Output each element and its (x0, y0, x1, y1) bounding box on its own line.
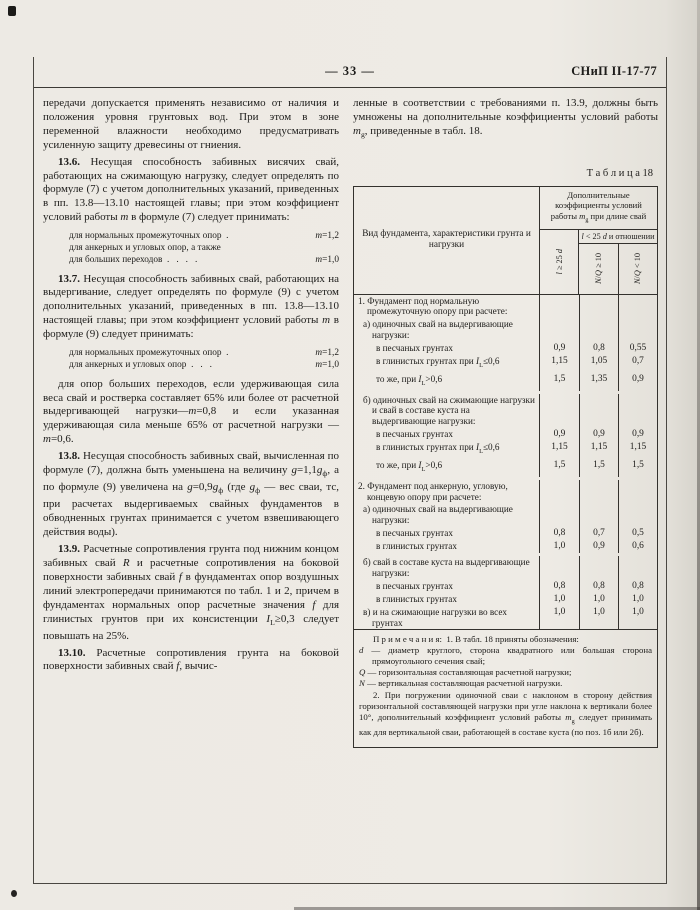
cell-value: 0,8 (579, 342, 618, 355)
row-label: в песчаных грунтах (354, 342, 540, 355)
table-notes (354, 629, 657, 747)
cell-value: 0,9 (553, 343, 566, 354)
m-list-row (69, 360, 339, 372)
page-number: — 33 — (325, 64, 375, 78)
rotated-label-nq-2: N/Q < 10 (633, 253, 643, 285)
row-label: а) одиночных свай на выдергивающие нагрузки: (354, 503, 540, 527)
row-label: в песчаных грунтах (354, 428, 540, 441)
m-list-item-value (335, 243, 339, 255)
para-13-7: 13.7. Несущая способность забивных свай, работающих на выдергивание, следует определять по формуле (9) с учетом дополнительных указаний, приведенных в пп. 13.8—13.10 настоящей главы; при этом коэффициент условий работы m в формуле (9) следует принимать: (43, 272, 339, 341)
cell-value (579, 480, 618, 504)
scan-speck-top-left (8, 6, 16, 16)
page-header (34, 57, 666, 88)
cell-value (579, 556, 618, 580)
table-row (354, 394, 657, 429)
rotated-label-l-ge-25d: l ≥ 25 d (554, 248, 564, 275)
row-label: в глинистых грунтах (354, 593, 540, 606)
cell-value: 1,0 (553, 541, 566, 552)
cell-value: 1,5 (579, 459, 618, 477)
cell-value (540, 480, 579, 504)
cell-value: 0,7 (618, 355, 657, 373)
m-list-item-value: m=1,2 (315, 348, 339, 359)
col-header-foundation-type: Вид фундамента, характеристики грунта и нагрузки (354, 187, 540, 294)
row-label: то же, при $I_L>0,6$ (354, 373, 540, 391)
cell-value: 0,7 (579, 527, 618, 540)
table-note: 2. При погружении одиночной сваи с наклоном в сторону действия горизонтальной составляющей нагрузки при угле наклона к вертикали более 10°, дополнительный коэффициент условий работы $m_g$ следует принимать как для вертикальной сваи, работающей в составе куста (по поз. 1б или 2б). (359, 690, 652, 738)
table-row (354, 441, 657, 459)
cell-value (618, 394, 657, 429)
cell-value: 1,15 (579, 441, 618, 459)
m-list-row (69, 348, 339, 360)
cell-value (540, 503, 579, 527)
row-label: а) одиночных свай на выдергивающие нагрузки: (354, 318, 540, 342)
para-13-10: 13.10. Расчетные сопротивления грунта на боковой поверхности забивных свай f, вычис- (43, 646, 339, 673)
cell-value (618, 480, 657, 504)
cell-value: 1,5 (553, 373, 566, 384)
table-header (354, 187, 657, 295)
col-header-coefficients-title: Дополнительные коэффициенты условий работы $m_g$ при длине свай (540, 187, 657, 230)
para-13-9: 13.9. Расчетные сопротивления грунта под нижним концом забивных свай R и расчетные сопротивления на боковой поверхности забивных свай f в фундаментах опор воздушных линий электропередачи принимаются по табл. 1 и 2, причем в фундаментах нормальных опор расчетные значения f для глинистых грунтов при их консистенции $I_L\ge 0,3$ следует повышать на 25%. (43, 543, 339, 642)
cell-value: 1,15 (618, 441, 657, 459)
table-row (354, 540, 657, 553)
cell-value (579, 503, 618, 527)
cell-value: 1,0 (579, 593, 618, 606)
row-label: 2. Фундамент под анкерную, угловую, концевую опору при расчете: (354, 480, 540, 504)
col-headers-nq (579, 244, 657, 293)
m-list-item-label: для анкерных и угловых опор . . . (69, 359, 212, 370)
table-row (354, 606, 657, 630)
para-13-6: 13.6. Несущая способность забивных висячих свай, работающих на сжимающую нагрузку, следует определять по формуле (7) с учетом дополнительных указаний, приведенных в пп. 13.8—13.10 настоящей главы; при этом коэффициент условий работы m в формуле (7) следует принимать: (43, 155, 339, 224)
table-row (354, 556, 657, 580)
cell-value: 0,8 (618, 580, 657, 593)
table-row (354, 318, 657, 342)
m-list-item-value: m=1,0 (315, 254, 339, 265)
cell-value: 0,9 (618, 428, 657, 441)
cell-value: 0,6 (618, 540, 657, 553)
cell-value (618, 295, 657, 319)
col-header-subgroup (540, 230, 657, 294)
cell-value: 1,0 (618, 593, 657, 606)
para-continuation: передачи допускается применять независимо от наличия и положения уровня грунтовых вод. При этом в зоне переменной влажности необходимо предусматривать усиленную защиту древесины от гниения. (43, 97, 339, 151)
table-row (354, 503, 657, 527)
cell-value (579, 295, 618, 319)
row-label: в песчаных грунтах (354, 527, 540, 540)
m-list-item-value: m=1,2 (315, 231, 339, 242)
m-list-row (69, 243, 339, 255)
table-row (354, 295, 657, 319)
m-list-item-label: для анкерных и угловых опор, а также (69, 242, 221, 253)
cell-value (540, 394, 579, 429)
row-label: в глинистых грунтах при $I_L\le 0,6$ (354, 355, 540, 373)
cell-value: 1,0 (618, 606, 657, 630)
cell-value: 1,5 (618, 459, 657, 477)
cell-value (579, 394, 618, 429)
col-header-nq-2 (618, 244, 658, 293)
table-row (354, 593, 657, 606)
cell-value (618, 318, 657, 342)
table-note: Q — горизонтальная составляющая расчетной нагрузки; (359, 667, 572, 678)
cell-value: 0,8 (579, 580, 618, 593)
m-list-item-label: для больших переходов . . . . (69, 254, 198, 265)
cell-value: 1,05 (579, 355, 618, 373)
cell-value: 0,9 (618, 373, 657, 391)
m-list-item-label: для нормальных промежуточных опор . (69, 231, 229, 242)
m-list-item-value: m=1,0 (315, 359, 339, 370)
cell-value: 0,55 (618, 342, 657, 355)
table-row (354, 373, 657, 391)
cell-value (540, 318, 579, 342)
m-list-item-label: для нормальных промежуточных опор . (69, 348, 229, 359)
table-body (354, 295, 657, 630)
two-column-layout (34, 88, 666, 748)
cell-value: 0,8 (553, 528, 566, 539)
row-label: б) свай в составе куста на выдергивающие нагрузки: (354, 556, 540, 580)
cell-value: 1,15 (551, 356, 568, 367)
row-label: в песчаных грунтах (354, 580, 540, 593)
col-group-l-lt-25d-title: l < 25 d и отношении (579, 230, 657, 245)
para-right-continuation: ленные в соответствии с требованиями п. 13.9, должны быть умножены на дополнительные коэффициенты условий работы $m_g$, приведенные в табл. 18. (353, 97, 658, 139)
col-header-nq-1 (579, 244, 618, 293)
para-13-8: 13.8. Несущая способность забивных свай, вычисленная по формуле (7), должна быть уменьшена на величину $g=1,1g_ф$, а по формуле (9) увеличена на $g=0,9g_ф$ (где $g_ф$ — вес сваи, тс, при расчетах выдергиваемых свайных фундаментов в обводненных грунтах принимается с учетом взвешивающего действия воды). (43, 450, 339, 539)
cell-value: 0,9 (579, 540, 618, 553)
cell-value: 0,9 (579, 428, 618, 441)
table-row (354, 459, 657, 477)
cell-value (618, 556, 657, 580)
m-coefficients-list-13-7 (69, 348, 339, 372)
rotated-label-nq-1: N/Q ≥ 10 (593, 253, 603, 285)
table-row (354, 355, 657, 373)
m-list-row (69, 231, 339, 243)
table-note: N — вертикальная составляющая расчетной нагрузки. (359, 678, 563, 689)
document-code: СНиП II-17-77 (571, 64, 657, 78)
table-row (354, 580, 657, 593)
right-column (353, 97, 658, 748)
cell-value (540, 295, 579, 319)
cell-value: 0,5 (618, 527, 657, 540)
cell-value: 1,35 (579, 373, 618, 391)
table-note: d — диаметр круглого, сторона квадратного или большая сторона прямоугольного сечения свай; (359, 645, 652, 667)
cell-value: 1,0 (553, 593, 566, 604)
cell-value (540, 556, 579, 580)
col-header-l-ge-25d (540, 230, 579, 294)
row-label: 1. Фундамент под нормальную промежуточную опору при расчете: (354, 295, 540, 319)
cell-value (579, 318, 618, 342)
table-row (354, 480, 657, 504)
row-label: то же, при $I_L>0,6$ (354, 459, 540, 477)
table-18-caption: Т а б л и ц а 18 (586, 167, 653, 179)
cell-value: 0,8 (553, 580, 566, 591)
cell-value: 1,0 (579, 606, 618, 630)
col-header-coefficients-group (540, 187, 657, 294)
cell-value: 1,5 (553, 459, 566, 470)
cell-value (618, 503, 657, 527)
cell-value: 1,0 (553, 606, 566, 617)
scan-speck-bottom-left (11, 890, 17, 897)
row-label: в глинистых грунтах (354, 540, 540, 553)
table-row (354, 428, 657, 441)
row-label: в глинистых грунтах при $I_L\le 0,6$ (354, 441, 540, 459)
cell-value: 1,15 (551, 442, 568, 453)
page-frame (33, 57, 667, 884)
m-coefficients-list-13-6 (69, 231, 339, 266)
left-column (43, 97, 339, 748)
table-18 (353, 186, 658, 748)
cell-value: 0,9 (553, 429, 566, 440)
m-list-row (69, 255, 339, 267)
row-label: б) одиночных свай на сжимающие нагрузки и свай в составе куста на выдергивающие нагрузки: (354, 394, 540, 429)
col-group-l-lt-25d (579, 230, 657, 294)
table-row (354, 342, 657, 355)
row-label: в) и на сжимающие нагрузки во всех грунтах (354, 606, 540, 630)
para-large-transitions: для опор больших переходов, если удерживающая сила веса свай и ростверка составляет 65% или более от расчетной выдергивающей нагрузки—m=0,8 и если указанная удерживающая сила меньше 65% от расчетной нагрузки — m=0,6. (43, 377, 339, 446)
table-note: П р и м е ч а н и я: 1. В табл. 18 приняты обозначения: (373, 634, 579, 645)
table-row (354, 527, 657, 540)
